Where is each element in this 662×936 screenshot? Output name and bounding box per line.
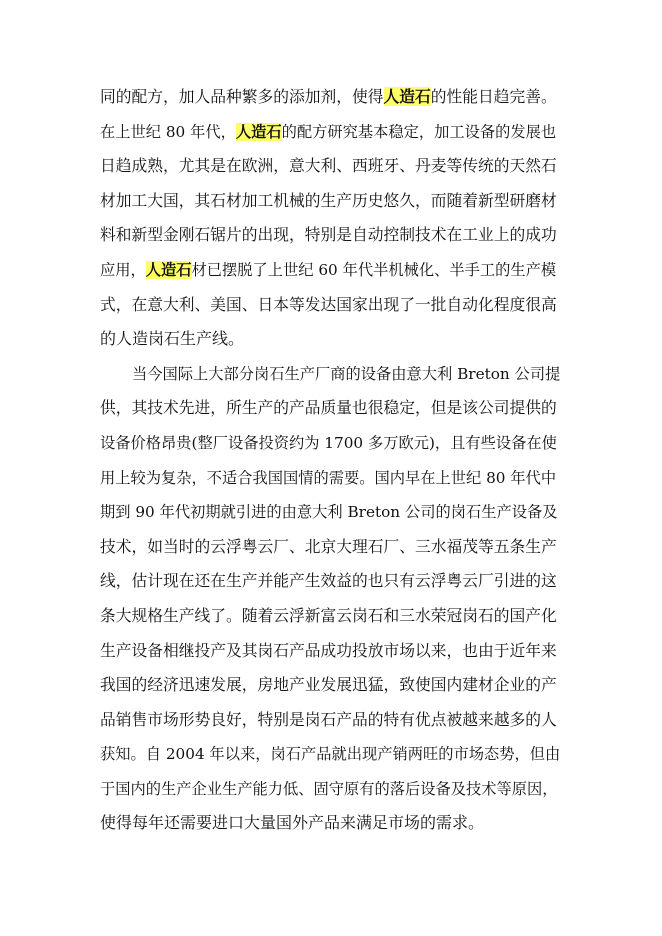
text-segment: 用上较为复杂，不适合我国国情的需要。国内早在上世纪 80 年代中 bbox=[100, 468, 557, 487]
text-line bbox=[100, 322, 560, 357]
text-segment: 获知。自 2004 年以来，岗石产品就出现产销两旺的市场态势，但由 bbox=[100, 745, 561, 764]
highlighted-term: 人造石 bbox=[235, 122, 282, 141]
highlighted-term: 人造石 bbox=[145, 260, 192, 279]
text-segment: 同的配方，加人品种繁多的添加剂，使得 bbox=[100, 87, 384, 106]
text-segment: 使得每年还需要进口大量国外产品来满足市场的需求。 bbox=[100, 813, 485, 833]
text-segment: 生产设备相继投产及其岗石产品成功投放市场以来，也由于近年来 bbox=[100, 640, 557, 660]
text-line bbox=[100, 357, 560, 392]
text-segment: 日趋成熟，尤其是在欧洲，意大利、西班牙、丹麦等传统的天然石 bbox=[100, 156, 557, 176]
text-segment: 条大规格生产线了。随着云浮新富云岗石和三水荣冠岗石的国产化 bbox=[100, 605, 557, 625]
text-segment: 品销售市场形势良好，特别是岗石产品的特有优点被越来越多的人 bbox=[100, 709, 557, 729]
text-segment: 设备价格昂贵(整厂设备投资约为 1700 多万欧元)，且有些设备在使 bbox=[100, 433, 557, 452]
text-line bbox=[100, 184, 560, 219]
text-segment: 应用， bbox=[100, 260, 146, 279]
body-text bbox=[100, 80, 560, 841]
text-segment: 期到 90 年代初期就引进的由意大利 Breton 公司的岗石生产设备及 bbox=[100, 503, 558, 522]
text-segment: 我国的经济迅速发展，房地产业发展迅猛，致使国内建材企业的产 bbox=[100, 675, 557, 695]
text-line bbox=[100, 668, 560, 703]
text-line bbox=[100, 391, 560, 426]
text-segment: 供，其技术先进，所生产的产品质量也很稳定，但是该公司提供的 bbox=[100, 398, 557, 418]
text-segment: 式，在意大利、美国、日本等发达国家出现了一批自动化程度很高 bbox=[100, 294, 557, 314]
text-line bbox=[100, 253, 560, 288]
text-line bbox=[100, 530, 560, 565]
text-segment: 于国内的生产企业生产能力低、固守原有的落后设备及技术等原因， bbox=[100, 779, 558, 798]
text-line bbox=[100, 426, 560, 461]
text-segment: 技术，如当时的云浮粤云厂、北京大理石厂、三水福茂等五条生产 bbox=[100, 536, 557, 556]
text-line bbox=[100, 564, 560, 599]
text-segment: 当今国际上大部分岗石生产厂商的设备由意大利 Breton 公司提 bbox=[132, 364, 561, 383]
text-line bbox=[100, 495, 560, 530]
text-line bbox=[100, 288, 560, 323]
text-segment: 在上世纪 80 年代， bbox=[100, 122, 236, 141]
text-segment: 的人造岗石生产线。 bbox=[100, 329, 245, 349]
text-line bbox=[100, 218, 560, 253]
text-line bbox=[100, 806, 560, 841]
text-segment: 料和新型金刚石锯片的出现，特别是自动控制技术在工业上的成功 bbox=[100, 225, 557, 245]
text-line bbox=[100, 461, 560, 496]
text-line bbox=[100, 599, 560, 634]
text-line bbox=[100, 772, 560, 807]
text-line bbox=[100, 149, 560, 184]
text-segment: 材加工大国，其石材加工机械的生产历史悠久，而随着新型研磨材 bbox=[100, 190, 557, 210]
highlighted-term: 人造石 bbox=[383, 87, 431, 106]
text-segment: 的配方研究基本稳定，加工设备的发展也 bbox=[281, 122, 557, 141]
text-line bbox=[100, 703, 560, 738]
text-segment: 线，估计现在还在生产并能产生效益的也只有云浮粤云厂引进的这 bbox=[100, 571, 557, 591]
text-line bbox=[100, 634, 560, 669]
text-line bbox=[100, 80, 560, 115]
text-segment: 的性能日趋完善。 bbox=[430, 87, 557, 106]
text-line bbox=[100, 737, 560, 772]
text-segment: 材已摆脱了上世纪 60 年代半机械化、半手工的生产模 bbox=[191, 260, 557, 279]
text-line bbox=[100, 115, 560, 150]
